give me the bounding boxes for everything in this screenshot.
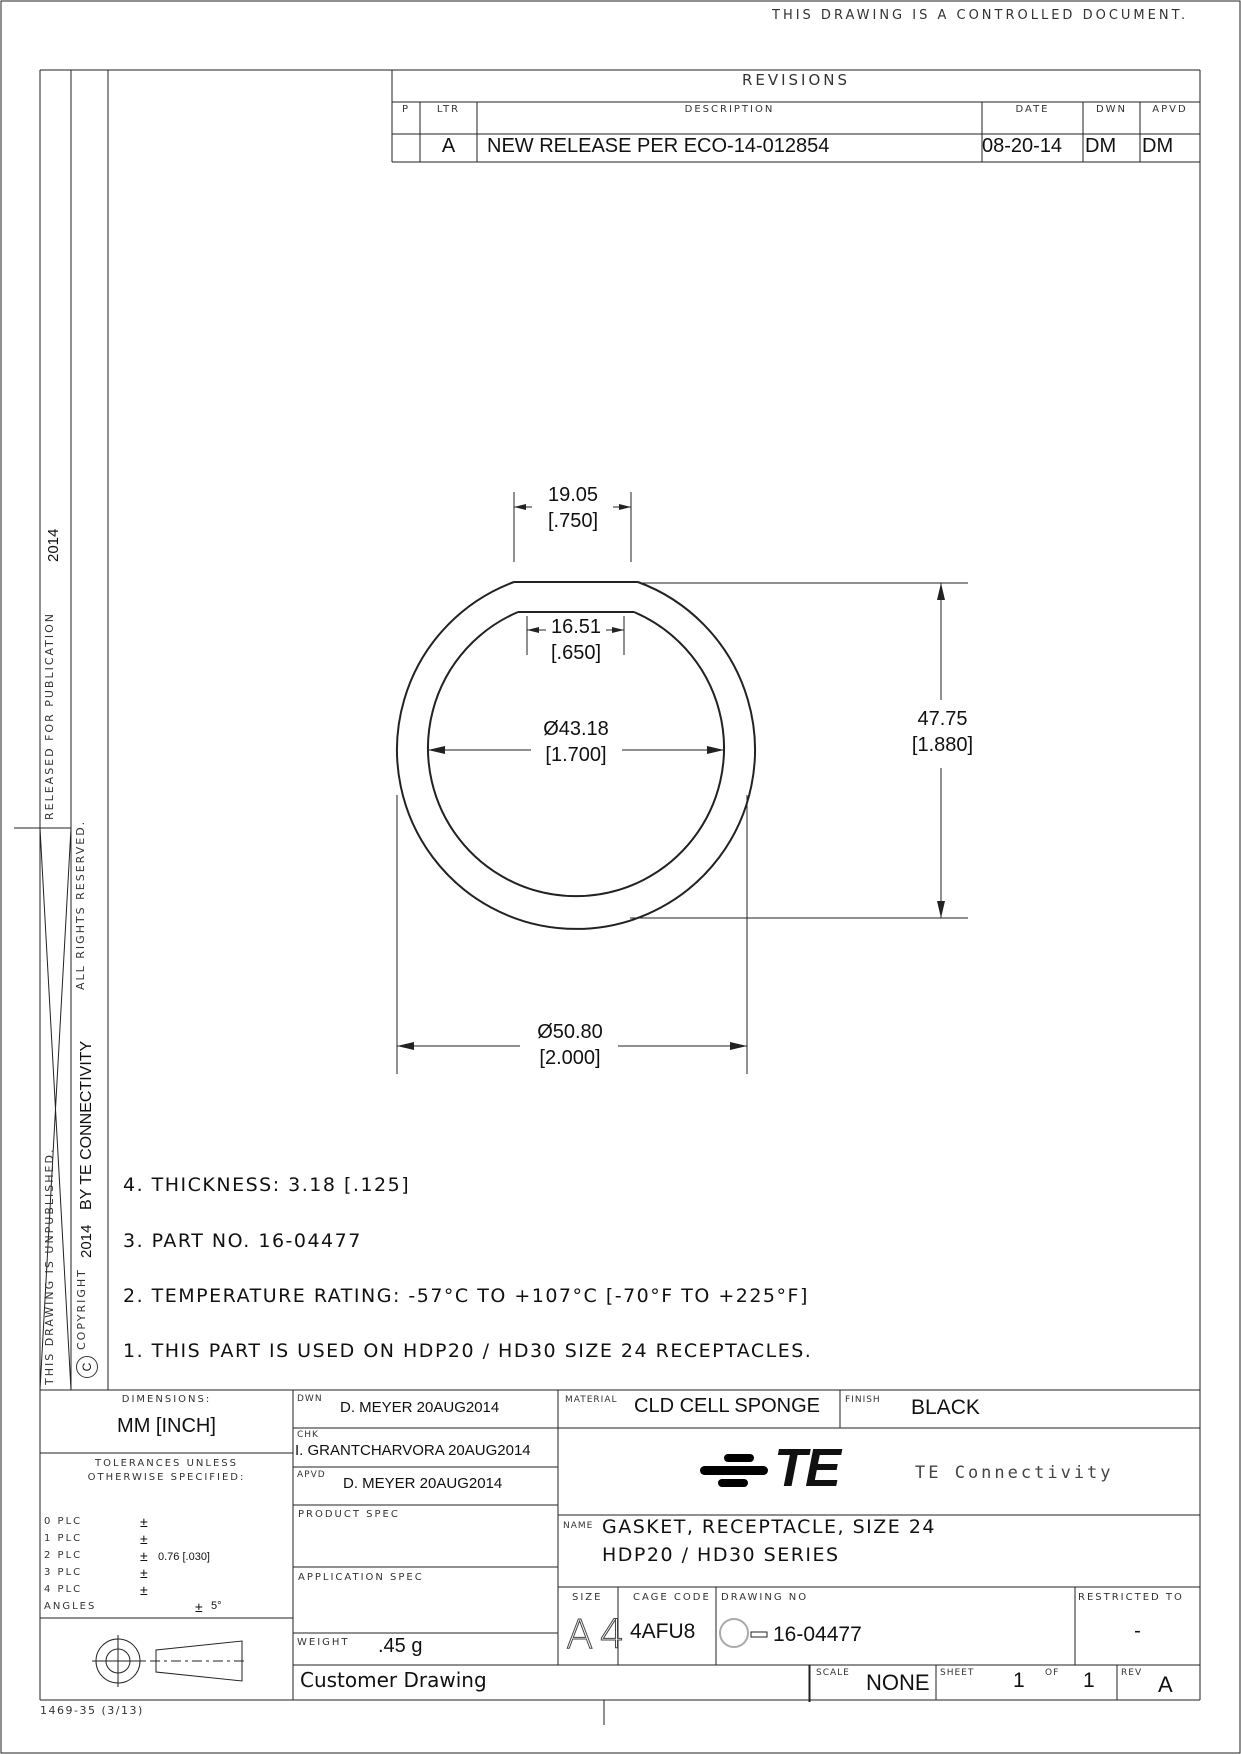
name-label: NAME: [563, 1521, 594, 1531]
te-logo-bar-top: [724, 1454, 754, 1462]
chk-label: CHK: [297, 1430, 319, 1440]
tolerances-label-1: TOLERANCES UNLESS: [95, 1458, 238, 1469]
dim-top-width-mm: 19.05: [547, 484, 599, 506]
pm-4: ±: [140, 1582, 148, 1598]
dimensions-label: DIMENSIONS:: [121, 1394, 212, 1405]
product-spec-label: PRODUCT SPEC: [298, 1509, 400, 1520]
plc-3-label: 3 PLC: [44, 1567, 83, 1578]
te-logo-bar-mid: [700, 1466, 768, 1475]
scale-label: SCALE: [816, 1668, 850, 1678]
plc-0-label: 0 PLC: [44, 1516, 83, 1527]
pm-2: ±: [140, 1548, 148, 1564]
dim-height: [895, 706, 990, 758]
part-name-line1: GASKET, RECEPTACLE, SIZE 24: [602, 1516, 936, 1538]
te-logo: [700, 1438, 848, 1498]
note-4: 4. THICKNESS: 3.18 [.125]: [123, 1174, 411, 1196]
plc-2-value: 0.76 [.030]: [158, 1551, 210, 1563]
side-by-te: BY TE CONNECTIVITY: [78, 1040, 95, 1210]
dim-outer-diameter: [520, 1019, 620, 1071]
dim-inner-width-mm: 16.51: [550, 616, 602, 638]
customer-drawing-label: Customer Drawing: [300, 1668, 487, 1692]
note-3: 3. PART NO. 16-04477: [123, 1230, 362, 1252]
apvd-label: APVD: [297, 1470, 326, 1480]
dwn-label: DWN: [297, 1394, 323, 1404]
note-1: 1. THIS PART IS USED ON HDP20 / HD30 SIZE 24 RECEPTACLES.: [123, 1340, 813, 1362]
drawing-no-value: 16-04477: [773, 1623, 862, 1646]
te-logo-bar-bot: [718, 1479, 748, 1487]
finish-label: FINISH: [845, 1395, 881, 1405]
tolerances-label-2: OTHERWISE SPECIFIED:: [87, 1472, 246, 1483]
side-copyright-label: COPYRIGHT: [75, 1268, 88, 1350]
dim-top-width: [534, 482, 612, 534]
rev-col-ltr: LTR: [436, 104, 461, 115]
size-label: SIZE: [572, 1592, 603, 1603]
of-value: 1: [1083, 1669, 1095, 1692]
company-name: TE Connectivity: [915, 1463, 1114, 1483]
chk-value: I. GRANTCHARVORA 20AUG2014: [295, 1442, 531, 1459]
dim-inner-diameter-in: [1.700]: [545, 744, 607, 766]
plc-2-label: 2 PLC: [44, 1550, 83, 1561]
of-label: OF: [1045, 1668, 1060, 1678]
te-logo-text: TE: [774, 1438, 840, 1498]
dimensions-value: MM [INCH]: [117, 1415, 216, 1437]
rev-row-dwn: DM: [1085, 135, 1117, 157]
revisions-title: REVISIONS: [741, 71, 851, 89]
weight-value: .45 g: [378, 1635, 423, 1657]
dim-outer-diameter-in: [2.000]: [539, 1047, 601, 1069]
size-value: A4: [566, 1612, 631, 1658]
dim-inner-width-in: [.650]: [550, 642, 602, 664]
note-2: 2. TEMPERATURE RATING: -57°C TO +107°C [-70°F TO +225°F]: [123, 1285, 809, 1307]
rev-col-date: DATE: [1015, 104, 1050, 115]
side-copyright-year: 2014: [78, 1224, 95, 1258]
sheet-value: 1: [1013, 1669, 1025, 1692]
part-name-line2: HDP20 / HD30 SERIES: [602, 1544, 840, 1566]
side-rights-label: ALL RIGHTS RESERVED.: [74, 819, 87, 990]
form-number: 1469-35 (3/13): [40, 1704, 144, 1717]
c-symbol-icon: [719, 1618, 749, 1648]
scale-value: NONE: [866, 1670, 930, 1695]
cage-code-value: 4AFU8: [630, 1620, 696, 1643]
pm-angles: ±: [195, 1599, 203, 1615]
material-label: MATERIAL: [565, 1395, 618, 1405]
dim-height-in: [1.880]: [911, 734, 974, 756]
rev-value: A: [1158, 1672, 1173, 1697]
finish-value: BLACK: [911, 1396, 980, 1419]
side-released-label: RELEASED FOR PUBLICATION: [43, 611, 56, 820]
angles-value: 5°: [211, 1600, 222, 1612]
sheet-label: SHEET: [940, 1668, 975, 1678]
controlled-document-note: THIS DRAWING IS A CONTROLLED DOCUMENT.: [772, 8, 1189, 23]
pm-1: ±: [140, 1531, 148, 1547]
dim-inner-diameter: [524, 716, 628, 768]
application-spec-label: APPLICATION SPEC: [298, 1572, 424, 1583]
weight-label: WEIGHT: [297, 1637, 350, 1648]
side-unpublished-label: THIS DRAWING IS UNPUBLISHED.: [43, 1147, 56, 1385]
side-released-year: 2014: [45, 528, 62, 562]
plc-4-label: 4 PLC: [44, 1584, 83, 1595]
restricted-to-value: -: [1134, 1620, 1141, 1642]
dim-inner-diameter-mm: Ø43.18: [543, 718, 609, 740]
dwn-value: D. MEYER 20AUG2014: [340, 1399, 500, 1416]
dim-height-mm: 47.75: [917, 708, 968, 730]
rev-row-description: NEW RELEASE PER ECO-14-012854: [487, 135, 830, 157]
rev-col-description: DESCRIPTION: [684, 104, 775, 115]
drawing-no-label: DRAWING NO: [721, 1592, 809, 1603]
plc-1-label: 1 PLC: [44, 1533, 83, 1544]
rev-label: REV: [1121, 1668, 1143, 1678]
pm-0: ±: [140, 1514, 148, 1530]
rev-row-apvd: DM: [1142, 135, 1174, 157]
dim-outer-diameter-mm: Ø50.80: [537, 1021, 603, 1043]
dim-top-width-in: [.750]: [547, 510, 599, 532]
angles-label: ANGLES: [44, 1601, 97, 1612]
pm-3: ±: [140, 1565, 148, 1581]
rev-col-p: P: [401, 104, 411, 115]
rev-col-apvd: APVD: [1152, 104, 1188, 115]
material-value: CLD CELL SPONGE: [634, 1395, 820, 1417]
copyright-symbol-icon: C: [76, 1356, 98, 1378]
rev-row-date: 08-20-14: [982, 135, 1063, 157]
rev-col-dwn: DWN: [1095, 104, 1128, 115]
restricted-to-label: RESTRICTED TO: [1078, 1592, 1184, 1603]
rev-row-ltr: A: [441, 135, 456, 157]
dim-inner-width: [536, 614, 616, 666]
apvd-value: D. MEYER 20AUG2014: [343, 1475, 503, 1492]
cage-code-label: CAGE CODE: [633, 1592, 711, 1603]
